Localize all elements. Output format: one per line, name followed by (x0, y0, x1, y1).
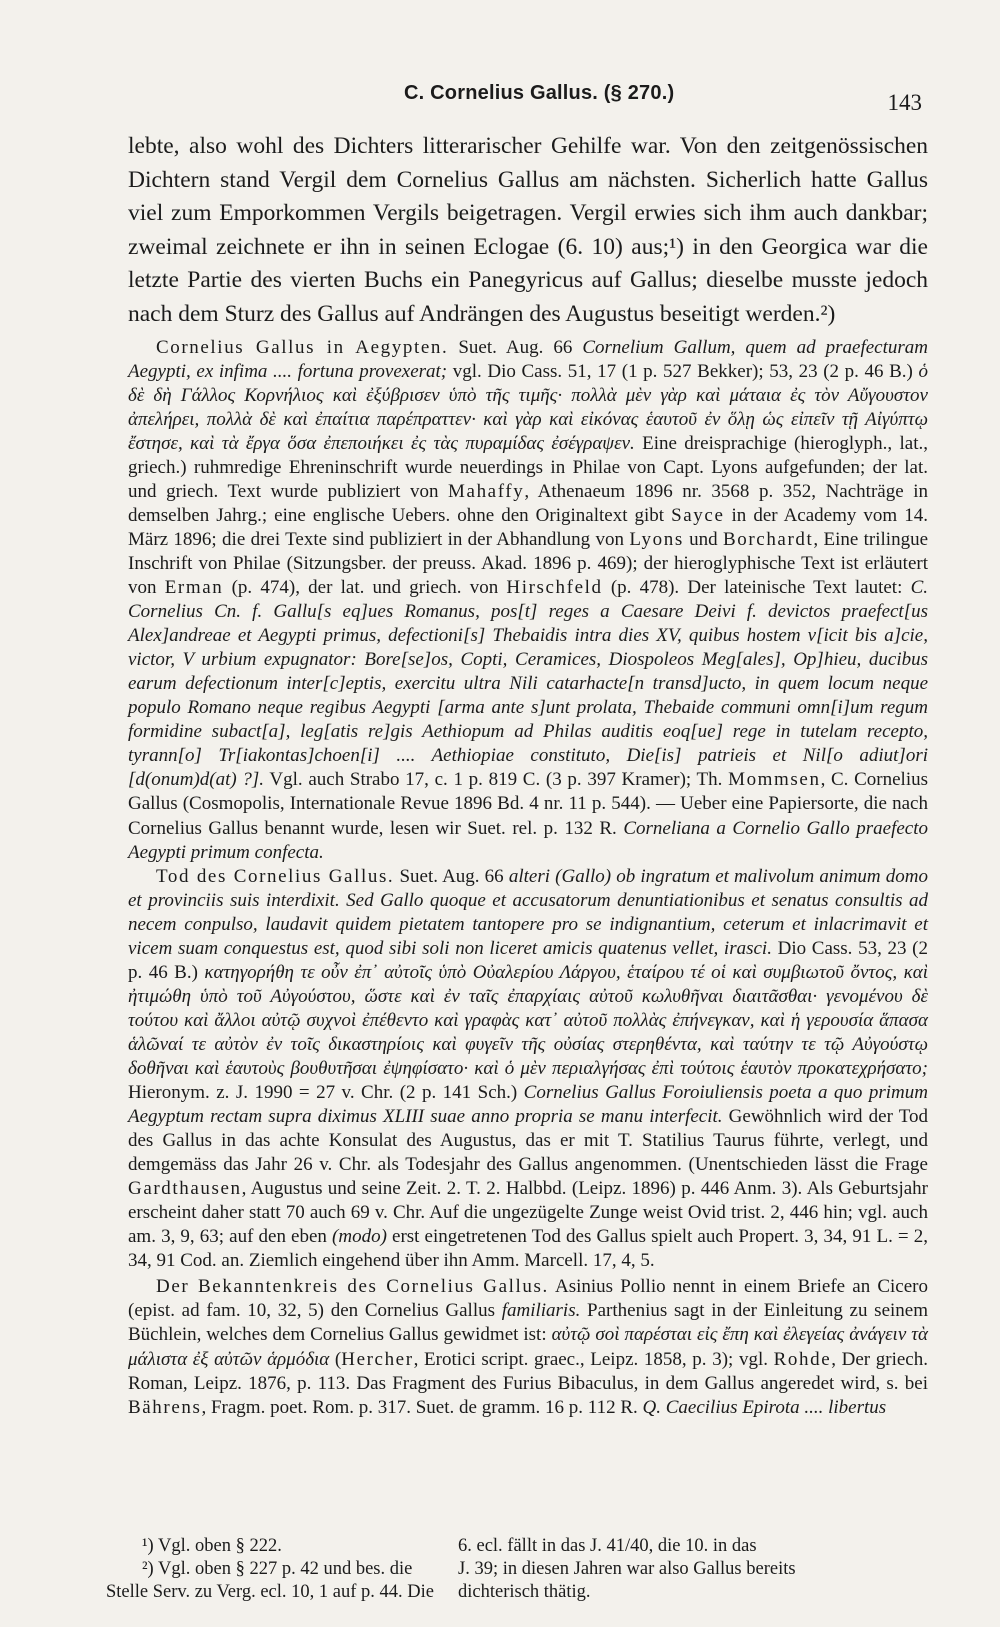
section-tod-des-gallus: Tod des Cornelius Gallus. Suet. Aug. 66 alteri (Gallo) ob ingratum et malivolum animum domo et provinciis suis interdixit. Sed Gallo quoque et accusatorum denuntiationibus et senatus consultis ad necem conpulso, laudavit quidem pietatem tantopere pro se indignantium, ceterum et inlacrimavit et vicem suam conquestus est, quod sibi soli non liceret amicis quatenus vellet, irasci. Dio Cass. 53, 23 (2 p. 46 B.) κατηγορήθη τε οὖν ἐπ᾿ αὐτοῖς ὑπὸ Οὐαλερίου Λάργου, ἑταίρου τέ οἱ καὶ συμβιωτοῦ ὄντος, καὶ ἠτιμώθη ὑπὸ τοῦ Αὐγούστου, ὥστε καὶ ἐν ταῖς ἐπαρχίαις αὐτοῦ κωλυθῆναι διαιτᾶσθαι· γενομένου δὲ τούτου καὶ ἄλλοι αὐτῷ συχνοὶ ἐπέθεντο καὶ γραφὰς κατ᾿ αὐτοῦ πολλὰς ἐπήνεγκαν, καὶ ἡ γερουσία ἅπασα ἁλῶναί τε αὐτὸν ἐν τοῖς δικαστηρίοις καὶ φυγεῖν τῆς οὐσίας στερηθέντα, καὶ ταύτην τε τῷ Αὐγούστῳ δοθῆναι καὶ ἑαυτοὺς βουθυτῆσαι ἐψηφίσατο· καὶ ὁ μὲν περιαλγήσας ἐπὶ τούτοις ἑαυτὸν προκατεχρήσατο; Hieronym. z. J. 1990 = 27 v. Chr. (2 p. 141 Sch.) Cornelius Gallus Foroiuliensis poeta a quo primum Aegyptum rectam supra diximus XLIII suae anno propria se manu interfecit. Gewöhnlich wird der Tod des Gallus in das achte Konsulat des Augustus, das er mit T. Statilius Taurus führte, verlegt, und demgemäss das Jahr 26 v. Chr. als Todesjahr des Gallus angenommen. (Unentschieden lässt die Frage Gardthausen, Augustus und seine Zeit. 2. T. 2. Halbbd. (Leipz. 1896) p. 446 Anm. 3). Als Geburtsjahr erscheint daher statt 70 auch 69 v. Chr. Auf die ungezügelte Zunge weist Ovid trist. 2, 446 hin; vgl. auch am. 3, 9, 63; auf den eben (modo) erst eingetretenen Tod des Gallus spielt auch Propert. 3, 34, 91 L. = 2, 34, 91 Cod. an. Ziemlich eingehend über ihn Amm. Marcell. 17, 4, 5. (128, 865, 929, 1272)
footnotes-right-column (458, 1535, 928, 1604)
author-name: Sayce (671, 504, 725, 526)
greek-quote: κατηγορήθη τε οὖν ἐπ᾿ αὐτοῖς ὑπὸ Οὐαλερίου Λάργου, ἑταίρου τέ οἱ καὶ συμβιωτοῦ ὄντος, καὶ ἠτιμώθη ὑπὸ τοῦ Αὐγούστου, ὥστε καὶ ἐν ταῖς ἐπαρχίαις αὐτοῦ κωλυθῆναι διαιτᾶσθαι· γενομένου δὲ τούτου καὶ ἄλλοι αὐτῷ συχνοὶ ἐπέθεντο καὶ γραφὰς κατ᾿ αὐτοῦ πολλὰς ἐπήνεγκαν, καὶ ἡ γερουσία ἅπασα ἁλῶναί τε αὐτὸν ἐν τοῖς δικαστηρίοις καὶ φυγεῖν τῆς οὐσίας στερηθέντα, καὶ ταύτην τε τῷ Αὐγούστῳ δοθῆναι καὶ ἑαυτοὺς βουθυτῆσαι ἐψηφίσατο· καὶ ὁ μὲν περιαλγήσας ἐπὶ τούτοις ἑαυτὸν προκατεχρήσατο; (128, 961, 928, 1079)
section-gallus-in-aegypten: Cornelius Gallus in Aegypten. Suet. Aug. 66 Cornelium Gallum, quem ad praefecturam Aegypti, ex infima .... fortuna provexerat; vgl. Dio Cass. 51, 17 (1 p. 527 Bekker); 53, 23 (2 p. 46 B.) ὁ δὲ δὴ Γάλλος Κορνήλιος καὶ ἐξύβρισεν ὑπὸ τῆς τιμῆς· πολλὰ μὲν γὰρ καὶ μάταια ἐς τὸν Αὔγουστον ἀπελήρει, πολλὰ δὲ καὶ ἐπαίτια παρέπραττεν· καὶ γὰρ καὶ εἰκόνας ἑαυτοῦ ἐν ὅλῃ ὡς εἰπεῖν τῇ Αἰγύπτῳ ἔστησε, καὶ τὰ ἔργα ὅσα ἐπεποιήκει ἐς τὰς πυραμίδας ἐσέγραψεν. Eine dreisprachige (hieroglyph., lat., griech.) ruhmredige Ehreninschrift wurde neuerdings in Philae von Capt. Lyons aufgefunden; der lat. und griech. Text wurde publiziert von Mahaffy, Athenaeum 1896 nr. 3568 p. 352, Nachträge in demselben Jahrg.; eine englische Uebers. ohne den Originaltext gibt Sayce in der Academy vom 14. März 1896; die drei Texte sind publiziert in der Abhandlung von Lyons und Borchardt, Eine trilingue Inschrift von Philae (Sitzungsber. der preuss. Akad. 1896 p. 469); der hieroglyphische Text ist erläutert von Erman (p. 474), der lat. und griech. von Hirschfeld (p. 478). Der lateinische Text lautet: C. Cornelius Cn. f. Gallu[s eq]ues Romanus, pos[t] reges a Caesare Deivi f. devictos praefect[us Alex]andreae et Aegypti primus, defectioni[s] Thebaidis intra dies XV, quibus hostem v[icit bis a]cie, victor, V urbium expugnator: Bore[se]os, Copti, Ceramices, Diospoleos Meg[ales], Op]hieu, ducibus earum defectionum inter[c]eptis, exercitu ultra Nili catarhacte[n transd]ucto, in quem locum neque populo Romano neque regibus Aegypti [arma ante s]unt prolata, Thebaide communi omn[i]um regum formidine subact[a], leg[atis re]gis Aethiopum ad Philas auditis eoq[ue] rege in tutelam recepto, tyrann[o] Tr[iakontas]choen[i] .... Aethiopiae constituto, Die[is] patrieis et Nil[o adiut]ori [d(onum)d(at) ?]. Vgl. auch Strabo 17, c. 1 p. 819 C. (3 p. 397 Kramer); Th. Mommsen, C. Cornelius Gallus (Cosmopolis, Internationale Revue 1896 Bd. 4 nr. 11 p. 544). — Ueber eine Papiersorte, die nach Cornelius Gallus benannt wurde, lesen wir Suet. rel. p. 132 R. Corneliana a Cornelio Gallo praefecto Aegypti primum confecta. (128, 336, 928, 863)
latin-quote: Cornelium Gallum, quem ad praefecturam Aegypti, ex infima .... fortuna provexerat; (128, 336, 928, 382)
footnote-line: J. 39; in diesen Jahren war also Gallus bereits (458, 1559, 796, 1579)
author-name: Borchardt (723, 528, 814, 550)
greek-quote: αὐτῷ σοὶ παρέσται εἰς ἔπη καὶ ἐλεγείας ἀνάγειν τὰ μάλιστα ἐξ αὐτῶν ἁρμόδια (128, 1324, 928, 1370)
section-bekanntenkreis: Der Bekanntenkreis des Cornelius Gallus. Asinius Pollio nennt in einem Briefe an Cicero (epist. ad fam. 10, 32, 5) den Cornelius Gallus familiaris. Parthenius sagt in der Einleitung zu seinem Büchlein, welches dem Cornelius Gallus gewidmet ist: αὐτῷ σοὶ παρέσται εἰς ἔπη καὶ ἐλεγείας ἀνάγειν τὰ μάλιστα ἐξ αὐτῶν ἁρμόδια (Hercher, Erotici script. graec., Leipz. 1858, p. 3); vgl. Rohde, Der griech. Roman, Leipz. 1876, p. 113. Das Fragment des Furius Bibaculus, in dem Gallus angeredet wird, s. bei Bährens, Fragm. poet. Rom. p. 317. Suet. de gramm. 16 p. 112 R. Q. Caecilius Epirota .... libertus (128, 1276, 928, 1418)
section-heading: Tod des Cornelius Gallus. (156, 865, 395, 887)
page-body (128, 130, 928, 1420)
footnotes-left-column (106, 1535, 434, 1604)
author-name: Gardthausen (128, 1178, 242, 1200)
section-heading: Cornelius Gallus in Aegypten. (156, 336, 449, 358)
footnote-line: 6. ecl. fällt in das J. 41/40, die 10. in das (458, 1536, 757, 1556)
author-name: Hercher (341, 1348, 414, 1370)
latin-quote: Corneliana a Cornelio Gallo praefecto Aegypti primum confecta. (128, 817, 928, 863)
latin-word: (modo) (332, 1226, 387, 1248)
greek-quote: ὁ δὲ δὴ Γάλλος Κορνήλιος καὶ ἐξύβρισεν ὑπὸ τῆς τιμῆς· πολλὰ μὲν γὰρ καὶ μάταια ἐς τὸν Αὔγουστον ἀπελήρει, πολλὰ δὲ καὶ ἐπαίτια παρέπραττεν· καὶ γὰρ καὶ εἰκόνας ἑαυτοῦ ἐν ὅλῃ ὡς εἰπεῖν τῇ Αἰγύπτῳ ἔστησε, καὶ τὰ ἔργα ὅσα ἐπεποιήκει ἐς τὰς πυραμίδας ἐσέγραψεν. (128, 360, 928, 454)
author-name: Mahaffy (448, 480, 525, 502)
footnote-line: dichterisch thätig. (458, 1582, 591, 1602)
page-number: 143 (887, 90, 922, 115)
latin-word: familiaris. (501, 1300, 581, 1322)
section-heading: Der Bekanntenkreis des Cornelius Gallus. (156, 1276, 549, 1298)
running-head-title: C. Cornelius Gallus. (§ 270.) (404, 82, 675, 104)
footnote-line: ¹) Vgl. oben § 222. (142, 1536, 282, 1556)
footnote-line: ²) Vgl. oben § 227 p. 42 und bes. die (142, 1559, 413, 1579)
author-name: Hirschfeld (506, 577, 603, 599)
latin-quote: Cornelius Gallus Foroiuliensis poeta a quo primum Aegyptum rectam supra diximus XLIII suae anno propria se manu interfecit. (128, 1082, 928, 1128)
intro-paragraph: lebte, also wohl des Dichters litterarischer Gehilfe war. Von den zeitgenössischen Dichtern stand Vergil dem Cornelius Gallus am nächsten. Sicherlich hatte Gallus viel zum Emporkommen Vergils beigetragen. Vergil erwies sich ihm auch dankbar; zweimal zeichnete er ihn in seinen Eclogae (6. 10) aus;¹) in den Georgica war die letzte Partie des vierten Buchs ein Panegyricus auf Gallus; dieselbe musste jedoch nach dem Sturz des Gallus auf Andrängen des Augustus beseitigt werden.²) (128, 133, 928, 327)
author-name: Bährens (128, 1396, 202, 1418)
author-name: Mommsen (728, 769, 821, 791)
latin-quote: Q. Caecilius Epirota .... libertus (642, 1396, 887, 1418)
author-name: Rohde (773, 1348, 832, 1370)
latin-inscription: C. Cornelius Cn. f. Gallu[s eq]ues Romanus, pos[t] reges a Caesare Deivi f. devictos praefect[us Alex]andreae et Aegypti primus, defectioni[s] Thebaidis intra dies XV, quibus hostem v[icit bis a]cie, victor, V urbium expugnator: Bore[se]os, Copti, Ceramices, Diospoleos Meg[ales], Op]hieu, ducibus earum defectionum inter[c]eptis, exercitu ultra Nili catarhacte[n transd]ucto, in quem locum neque populo Romano neque regibus Aegypti [arma ante s]unt prolata, Thebaide communi omn[i]um regum formidine subact[a], leg[atis re]gis Aethiopum ad Philas auditis eoq[ue] rege in tutelam recepto, tyrann[o] Tr[iakontas]choen[i] .... Aethiopiae constituto, Die[is] patrieis et Nil[o adiut]ori [d(onum)d(at) ?]. (128, 577, 928, 791)
latin-quote: alteri (Gallo) ob ingratum et malivolum animum domo et provinciis suis interdixit. Sed Gallo quoque et accusatorum denuntiationibus et senatus consultis ad necem conpulso, laudavit quidem pietatem tantopere pro se indignantium, ceterum et inlacrimavit et vicem suam conquestus est, quod sibi soli non liceret amicis quatenus vellet, irasci. (128, 865, 929, 959)
author-name: Lyons (629, 528, 684, 550)
footnote-line: Stelle Serv. zu Verg. ecl. 10, 1 auf p. 44. Die (106, 1582, 434, 1602)
author-name: Erman (164, 577, 224, 599)
running-head (104, 76, 928, 116)
